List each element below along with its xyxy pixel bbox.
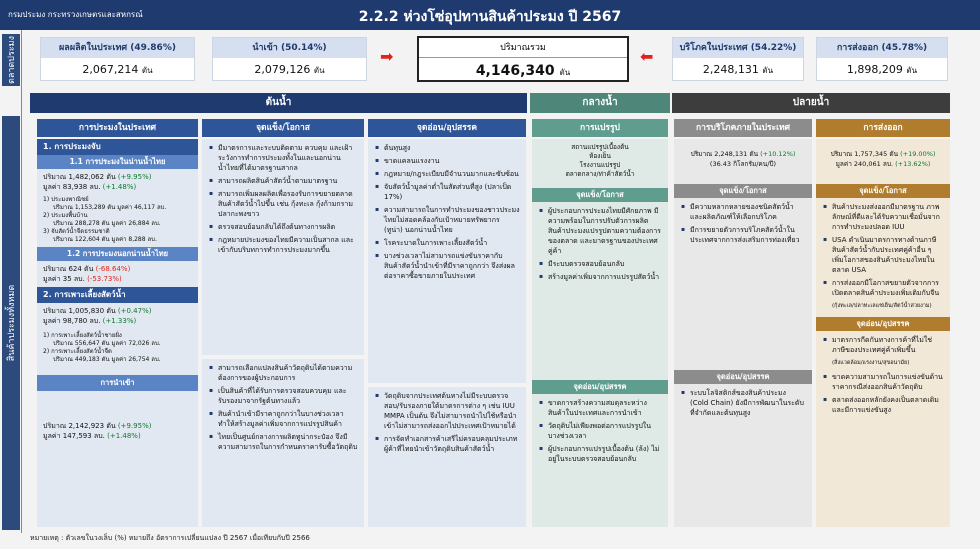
capture-breakdown: 1) ประมงพาณิชย์ ปริมาณ 1,153,289 ตัน มูลค่า 46,117 ลบ. 2) ประมงพื้นบ้าน ปริมาณ 288,278 ตัน มูลค่า 26,884 ลบ. 3) จับสัตว์น้ำจืดธรรมชาติ ปริมาณ 122,604 ตัน มูลค่า 8,288 ลบ. — [43, 196, 167, 243]
band-midstream: กลางน้ำ — [530, 93, 670, 113]
col-header-fishery: การประมงในประเทศ — [37, 119, 198, 137]
consumption-weakness-header: จุดอ่อน/อุปสรรค — [674, 370, 812, 384]
export-weakness-header: จุดอ่อน/อุปสรรค — [816, 317, 950, 331]
side-label-top: ตลาดประมง — [2, 34, 20, 86]
consumption-panel — [674, 139, 812, 527]
bullet-item: ▪ ผู้ประกอบการแปรรูปเบื้องต้น (ล้ง) ไม่อยู่ในระบบตรวจสอบย้อนกลับ — [538, 444, 662, 464]
bullet-item: ▪ มีการขยายตัวการบริโภคสัตว์น้ำในประเทศจากการส่งเสริมการท่องเที่ยว — [680, 225, 806, 245]
bullet-item: ▪ สินค้าประมงส่งออกมีมาตรฐาน ภาพลักษณ์ที่ดีและได้รับความเชื่อมั่นจากการทำประมงปลอด IUU — [822, 202, 944, 232]
bullet-item: ▪ มีมาตรการและระบบติดตาม ควบคุม และเฝ้าระวังการทำการประมงทั้งในและนอกน่านน้ำไทยที่ได้มาตรฐานสากล — [208, 143, 358, 173]
page-title: 2.2.2 ห่วงโซ่อุปทานสินค้าประมง ปี 2567 — [358, 9, 622, 25]
bullet-item: ▪ สินค้านำเข้ามีราคาถูกกว่าในบางช่วงเวลาทำให้สร้างมูลค่าเพิ่มจากการแปรรูปสินค้า — [208, 409, 358, 429]
bullet-item: ▪ USA ดำเนินมาตรการทางด้านภาษีสินค้าสัตว์น้ำกับประเทศคู่ค้าอื่น ๆ เพิ่มโอกาสของสินค้าประมงไทยในตลาด USA — [822, 235, 944, 275]
consumption-values: ปริมาณ 2,248,131 ตัน (+10.12%) (36.43 กิโลกรัม/คน/ปี) — [690, 150, 796, 168]
bullet-item: ▪ บางช่วงเวลาไม่สามารถแข่งขันราคากับสินค้าสัตว์น้ำนำเข้าที่มีราคาถูกกว่า จึงส่งผลต่อราคาซื้อขายภายในประเทศ — [374, 251, 520, 281]
bullet-item: ▪ วัตถุดิบไม่เพียงพอต่อการแปรรูปในบางช่วงเวลา — [538, 421, 662, 441]
bullet-item: ▪ ผู้ประกอบการประมงไทยมีศักยภาพ มีความพร้อมในการปรับตัวการผลิตสินค้าประมงแปรรูปตามความต้องการของตลาด และมาตรฐานของประเทศคู่ค้า — [538, 206, 662, 256]
bullet-item: ▪ ต้นทุนสูง — [374, 143, 520, 153]
col-header-export: การส่งออก — [816, 119, 950, 137]
processing-weakness-header: จุดอ่อน/อุปสรรค — [532, 380, 668, 394]
summary-domestic: ผลผลิตในประเทศ (49.86%) 2,067,214 ตัน — [40, 37, 195, 81]
weakness-panel-top — [368, 139, 526, 383]
bullet-item: ▪ ตรวจสอบย้อนกลับได้ถึงต้นทางการผลิต — [208, 222, 358, 232]
side-label-bottom: สินค้าประมงทั้งหมด — [2, 116, 20, 530]
strength-panel-bottom — [202, 359, 364, 527]
offshore-values: ปริมาณ 624 ตัน (-68.64%) มูลค่า 35 ลบ. (-53.73%) — [43, 265, 131, 283]
export-note2: (สิ่งแวดล้อม/แรงงาน/สุขอนามัย) — [832, 360, 910, 366]
summary-export: การส่งออก (45.78%) 1,898,209 ตัน — [816, 37, 948, 81]
arrow-left-icon: ⬅ — [640, 47, 654, 66]
bullet-item: ▪ ขาดแคลนแรงงาน — [374, 156, 520, 166]
header-bar — [0, 0, 980, 30]
import-values: ปริมาณ 2,142,923 ตัน (+9.95%) มูลค่า 147,593 ลบ. (+1.48%) — [43, 422, 152, 440]
bullet-item: ▪ มาตรการกีดกันทางการค้าที่ไม่ใช่ภาษีของประเทศคู่ค้าเพิ่มขึ้น — [822, 335, 944, 355]
weakness-panel-bottom — [368, 387, 526, 527]
bullet-item: ▪ ไทยเป็นศูนย์กลางการผลิตทูน่ากระป๋อง จึงมีความสามารถในการกำหนดราคารับซื้อวัตถุดิบ — [208, 432, 358, 452]
band-upstream: ต้นน้ำ — [30, 93, 527, 113]
consumption-strength-header: จุดแข็ง/โอกาส — [674, 184, 812, 198]
import-header: การนำเข้า — [37, 375, 198, 391]
bullet-item: ▪ สามารถเพิ่มผลผลิตเพื่อรองรับการขยายตลาดสินค้าสัตว์น้ำไปขึ้น เช่น กุ้งทะเล กุ้งก้ามกราม ปลากะพงขาว — [208, 189, 358, 219]
processing-places: สถานแปรรูปเบื้องต้น ห้องเย็น โรงงานแปรรูป ตลาดกลาง/ท่าค้าสัตว์น้ำ — [565, 143, 635, 178]
org-name: กรมประมง กระทรวงเกษตรและสหกรณ์ — [8, 10, 143, 19]
bullet-item: ▪ มีความหลากหลายของชนิดสัตว์น้ำและผลิตภัณฑ์ให้เลือกบริโภค — [680, 202, 806, 222]
export-note1: (กุ้งทะเล/ปลาทะเลแช่เย็น/สัตว์น้ำสวยงาม) — [832, 303, 932, 309]
offshore-header: 1.2 การประมงนอกน่านน้ำไทย — [37, 247, 198, 261]
summary-consume: บริโภคในประเทศ (54.22%) 2,248,131 ตัน — [672, 37, 804, 81]
bullet-item: ▪ จับสัตว์น้ำมูลค่าต่ำในสัดส่วนที่สูง (ปลาเป็ด 17%) — [374, 182, 520, 202]
bullet-item: ▪ ระบบโลจิสติกส์ของสินค้าประมง (Cold Chain) ยังมีการพัฒนาในระดับที่จำกัดและต้นทุนสูง — [680, 388, 806, 418]
col-header-consumption: การบริโภคภายในประเทศ — [674, 119, 812, 137]
bullet-item: ▪ ความสามารถในการทำประมงของชาวประมงไทยไม่สอดคล้องกับเป้าหมายทรัพยากร (ทูน่า) นอกน่านน้ำไทย — [374, 205, 520, 235]
processing-strength-header: จุดแข็ง/โอกาส — [532, 188, 668, 202]
bullet-item: ▪ การส่งออกมีโอกาสขยายตัวจากการเปิดตลาดสินค้าประมงเพิ่มเติมกับจีน — [822, 278, 944, 298]
divider — [21, 30, 22, 533]
bullet-item: ▪ เป็นสินค้าที่ได้รับการตรวจสอบควบคุม และรับรองมาจากรัฐต้นทางแล้ว — [208, 386, 358, 406]
bullet-item: ▪ ขาดการสร้างความสมดุลระหว่างสินค้าในประเทศและการนำเข้า — [538, 398, 662, 418]
export-strength-header: จุดแข็ง/โอกาส — [816, 184, 950, 198]
bullet-item: ▪ กฎหมายประมงของไทยมีความเป็นสากล และเข้ากับบริบทการทำการประมงมากขึ้น — [208, 235, 358, 255]
strength-panel-top — [202, 139, 364, 355]
bullet-item: ▪ ตลาดส่งออกหลักยังคงเป็นตลาดเดิมและมีการแข่งขันสูง — [822, 395, 944, 415]
capture-header: 1. การประมงจับ — [37, 139, 198, 155]
aquaculture-values: ปริมาณ 1,005,830 ตัน (+0.47%) มูลค่า 98,780 ลบ. (+1.33%) — [43, 307, 152, 325]
bullet-item: ▪ มีระบบตรวจสอบย้อนกลับ — [538, 259, 662, 269]
bullet-item: ▪ วัตถุดิบจากประเทศต้นทางไม่มีระบบตรวจสอบ/รับรองภายใต้มาตรการต่าง ๆ เช่น IUU MMPA เป็นต้น จึงไม่สามารถนำไปใช้หรือนำเข้าไม่สามารถส่งออกไปประเทศเป้าหมายได้ — [374, 391, 520, 431]
col-header-weakness: จุดอ่อน/อุปสรรค — [368, 119, 526, 137]
aquaculture-header: 2. การเพาะเลี้ยงสัตว์น้ำ — [37, 287, 198, 303]
bullet-item: ▪ การจัดทำเอกสารค้าเสรีไม่ครอบคลุมประเภทผู้ค้าที่ไทยนำเข้าวัตถุดิบสินค้าสัตว์น้ำ — [374, 434, 520, 454]
col-header-processing: การแปรรูป — [532, 119, 668, 137]
summary-import: นำเข้า (50.14%) 2,079,126 ตัน — [212, 37, 367, 81]
arrow-right-icon: ➡ — [380, 47, 394, 66]
col-header-strength: จุดแข็ง/โอกาส — [202, 119, 364, 137]
processing-panel — [532, 139, 668, 527]
bullet-item: ▪ กฎหมาย/กฎระเบียบมีจำนวนมากและซับซ้อน — [374, 169, 520, 179]
fishery-panel — [37, 139, 198, 527]
bullet-item: ▪ ขาดความสามารถในการแข่งขันด้านราคากรณีส่งออกสินค้าวัตถุดิบ — [822, 372, 944, 392]
band-downstream: ปลายน้ำ — [672, 93, 950, 113]
bullet-item: ▪ สามารถผลิตสินค้าสัตว์น้ำตามมาตรฐาน — [208, 176, 358, 186]
bullet-item: ▪ สร้างมูลค่าเพิ่มจากการแปรรูปสัตว์น้ำ — [538, 272, 662, 282]
export-panel — [816, 139, 950, 527]
aquaculture-breakdown: 1) การเพาะเลี้ยงสัตว์น้ำชายฝั่ง ปริมาณ 556,647 ตัน มูลค่า 72,026 ลบ. 2) การเพาะเลี้ยงสัตว์น้ำจืด ปริมาณ 449,183 ตัน มูลค่า 26,754 ลบ. — [43, 332, 161, 363]
bullet-item: ▪ โรคระบาดในการเพาะเลี้ยงสัตว์น้ำ — [374, 238, 520, 248]
footnote: หมายเหตุ : ตัวเลขในวงเล็บ (%) หมายถึง อัตราการเปลี่ยนแปลง ปี 2567 เมื่อเทียบกับปี 2566 — [30, 534, 310, 542]
inland-header: 1.1 การประมงในน่านน้ำไทย — [37, 155, 198, 169]
bullet-item: ▪ สามารถเลือกแปลงสินค้าวัตถุดิบได้ตามความต้องการของผู้ประกอบการ — [208, 363, 358, 383]
export-values: ปริมาณ 1,757,345 ตัน (+19.00%) มูลค่า 240,061 ลบ. (+13.62%) — [830, 150, 936, 168]
summary-total: ปริมาณรวม 4,146,340 ตัน — [417, 36, 629, 82]
inland-values: ปริมาณ 1,482,062 ตัน (+9.95%) มูลค่า 83,938 ลบ. (+1.48%) — [43, 173, 152, 191]
